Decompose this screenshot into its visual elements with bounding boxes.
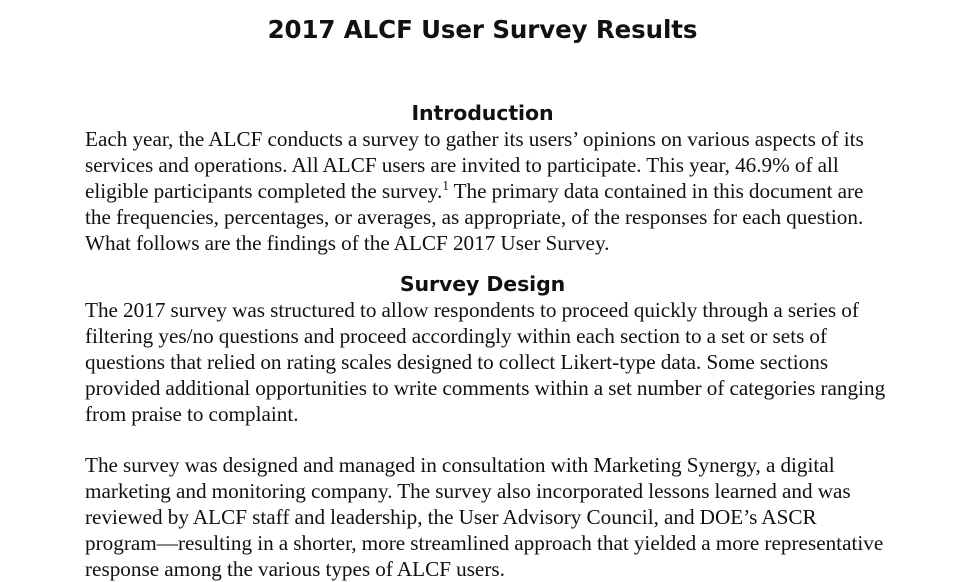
section-body-survey-design xyxy=(0,297,965,582)
page-title: 2017 ALCF User Survey Results xyxy=(267,15,698,44)
section-heading-introduction: Introduction xyxy=(411,100,554,125)
paragraph-survey-structure: The 2017 survey was structured to allow respondents to proceed quickly through a series of filtering yes/no questions and proceed accordingly within each section to a set or sets of questions that relied on rating scales designed to collect Likert-type data. Some sections provided additional opportunities to write comments within a set number of categories ranging from praise to complaint. xyxy=(85,297,886,426)
paragraph-survey-management: The survey was designed and managed in consultation with Marketing Synergy, a digital marketing and monitoring company. The survey also incorporated lessons learned and was reviewed by ALCF staff and leadership, the User Advisory Council, and DOE’s ASCR program—resulting in a shorter, more streamlined approach that yielded a more representative response among the various types of ALCF users. xyxy=(85,453,884,582)
section-body-introduction xyxy=(0,126,965,256)
paragraph-text-before-footnote: Each year, the ALCF conducts a survey to gather its users’ opinions on various aspects of its services and operations. All ALCF users are invited to participate. This year, 46.9% of all eligible participants completed the survey. xyxy=(85,126,864,203)
section-heading-survey-design: Survey Design xyxy=(399,271,566,296)
footnote-marker: 1 xyxy=(442,177,449,193)
paragraph-text-after-footnote: The primary data contained in this document are the frequencies, percentages, or averages, as appropriate, of the responses for each question. What follows are the findings of the ALCF 2017 User Survey. xyxy=(85,178,864,255)
paragraph-introduction xyxy=(85,126,887,256)
